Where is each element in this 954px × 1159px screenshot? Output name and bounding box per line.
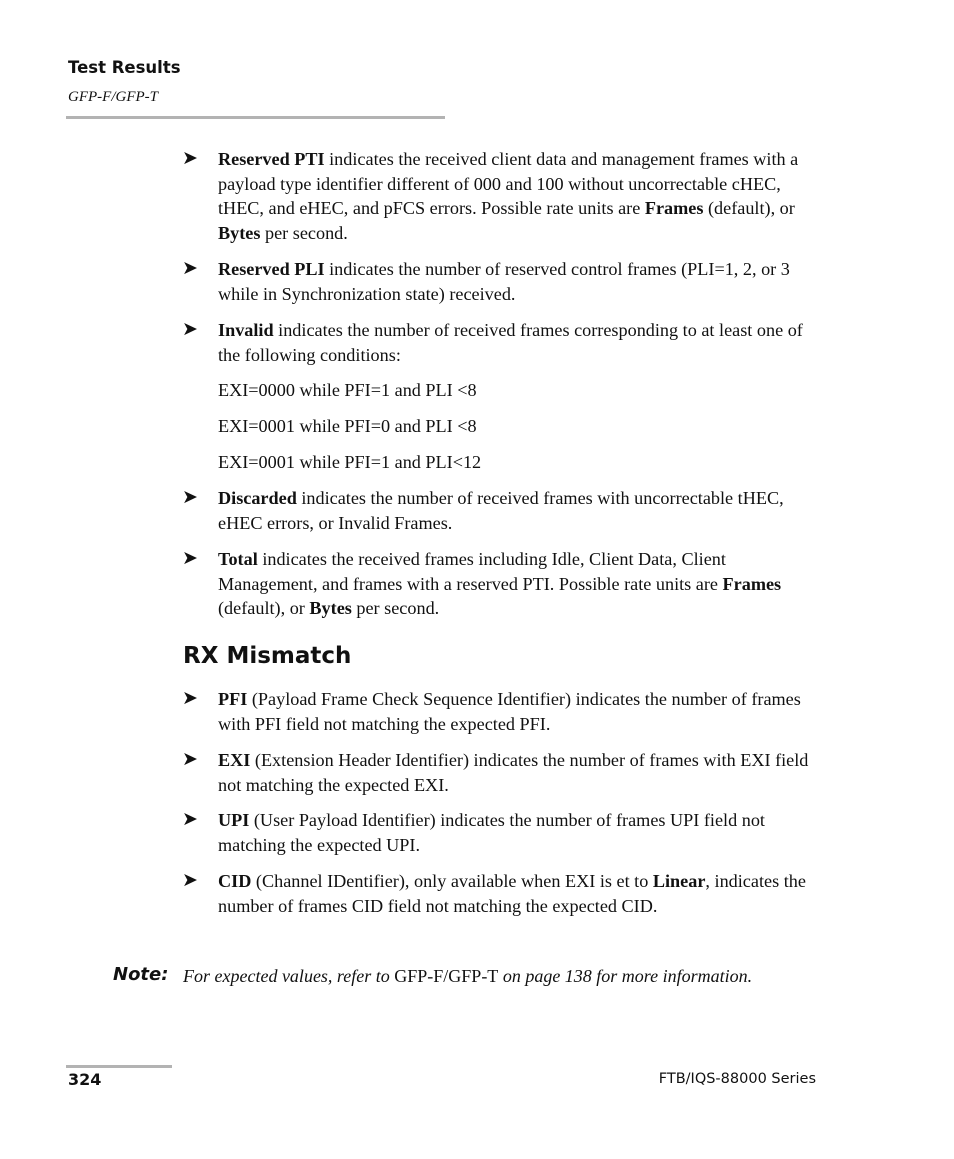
term: EXI — [218, 750, 251, 770]
header-rule — [66, 116, 445, 119]
condition-line: EXI=0001 while PFI=0 and PLI <8 — [218, 416, 477, 436]
arrow-bullet-icon: ➤ — [182, 749, 198, 770]
note-text: For expected values, refer to GFP-F/GFP-T on page 138 for more information. — [183, 966, 753, 986]
arrow-bullet-icon: ➤ — [182, 148, 198, 169]
list-item-total: ➤ Total indicates the received frames including Idle, Client Data, Client Management, and frames with a reserved PTI. Possible rate units are Frames (default), or Bytes per second. — [182, 548, 782, 619]
arrow-bullet-icon: ➤ — [182, 688, 198, 709]
list-item-reserved-pli: ➤ Reserved PLI indicates the number of reserved control frames (PLI=1, 2, or 3 while in Synchronization state) received. — [182, 258, 790, 304]
arrow-bullet-icon: ➤ — [182, 258, 198, 279]
section-heading: RX Mismatch — [183, 643, 352, 669]
term: UPI — [218, 810, 250, 830]
list-item-upi: ➤ UPI (User Payload Identifier) indicates the number of frames UPI field not matching the expected UPI. — [182, 809, 765, 855]
term: CID — [218, 871, 252, 891]
term: Invalid — [218, 320, 274, 340]
condition-line: EXI=0000 while PFI=1 and PLI <8 — [218, 380, 477, 400]
term: PFI — [218, 689, 248, 709]
arrow-bullet-icon: ➤ — [182, 487, 198, 508]
cross-reference-link[interactable]: GFP-F/GFP-T — [394, 966, 499, 986]
note-label: Note: — [113, 964, 169, 985]
list-item-pfi: ➤ PFI (Payload Frame Check Sequence Identifier) indicates the number of frames with PFI field not matching the expected PFI. — [182, 688, 801, 734]
arrow-bullet-icon: ➤ — [182, 809, 198, 830]
term: Discarded — [218, 488, 297, 508]
list-item-invalid: ➤ Invalid indicates the number of received frames corresponding to at least one of the following conditions: — [182, 319, 803, 365]
list-item-cid: ➤ CID (Channel IDentifier), only available when EXI is et to Linear, indicates the number of frames CID field not matching the expected CID. — [182, 870, 806, 916]
arrow-bullet-icon: ➤ — [182, 319, 198, 340]
running-header-title: Test Results — [68, 58, 181, 77]
arrow-bullet-icon: ➤ — [182, 870, 198, 891]
term: Total — [218, 549, 258, 569]
term: Reserved PLI — [218, 259, 325, 279]
running-header-subtitle: GFP-F/GFP-T — [68, 89, 158, 105]
list-item-exi: ➤ EXI (Extension Header Identifier) indicates the number of frames with EXI field not matching the expected EXI. — [182, 749, 809, 795]
page-number: 324 — [68, 1070, 102, 1089]
term: Reserved PTI — [218, 149, 325, 169]
list-item-reserved-pti: ➤ Reserved PTI indicates the received client data and management frames with a payload type identifier different of 000 and 100 without uncorrectable cHEC, tHEC, and eHEC, and pFCS errors. Possible rate units are Frames (default), or Bytes per second. — [182, 148, 799, 243]
condition-line: EXI=0001 while PFI=1 and PLI<12 — [218, 452, 482, 472]
arrow-bullet-icon: ➤ — [182, 548, 198, 569]
list-item-discarded: ➤ Discarded indicates the number of received frames with uncorrectable tHEC, eHEC errors, or Invalid Frames. — [182, 487, 784, 533]
product-series: FTB/IQS-88000 Series — [658, 1071, 816, 1087]
footer-rule — [66, 1065, 172, 1068]
